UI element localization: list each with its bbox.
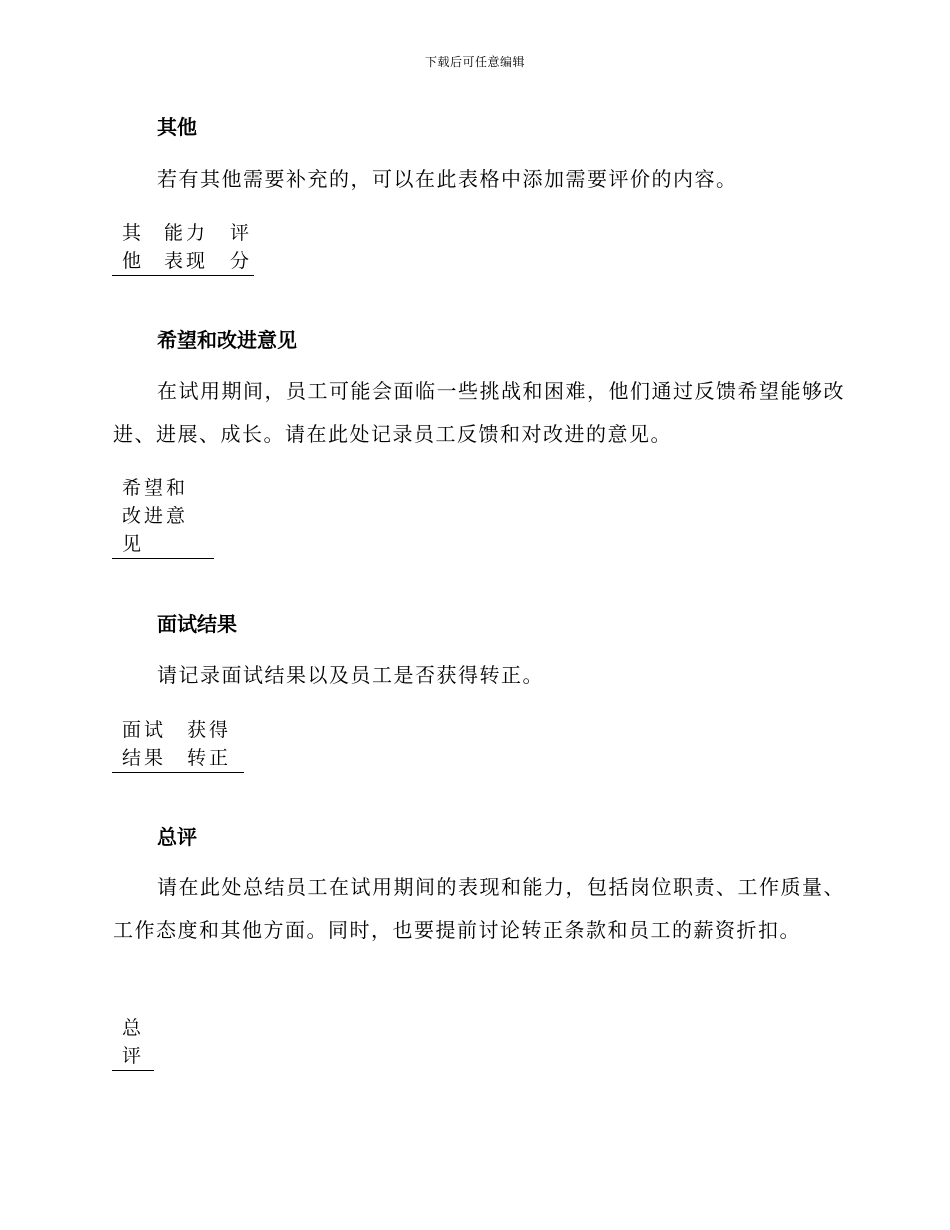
cell-text: 获得 [187,719,232,741]
cell-text: 他 [122,250,145,272]
cell-text: 评 [122,1045,145,1067]
cell-text: 其 [122,222,145,244]
table-summary [112,1014,154,1071]
section-heading-interview-result: 面试结果 [157,612,237,636]
cell-text: 转正 [187,747,232,769]
table-cell [112,716,177,772]
section-body-interview-result: 请记录面试结果以及员工是否获得转正。 [157,663,544,687]
section-heading-other: 其他 [157,115,197,139]
section-heading-summary: 总评 [157,825,197,849]
cell-text: 评 [230,222,253,244]
cell-text: 表现 [164,250,209,272]
section-body-improvement: 在试用期间，员工可能会面临一些挑战和困难，他们通过反馈希望能够改进、进展、成长。请在此处记录员工反馈和对改进的意见。 [113,379,845,446]
table-improvement [112,474,214,559]
cell-text: 改进意 [122,505,189,527]
page-header: 下载后可任意编辑 [424,55,525,69]
table-cell [112,1014,154,1070]
section-body-summary: 请在此处总结员工在试用期间的表现和能力，包括岗位职责、工作质量、工作态度和其他方面。同时，也要提前讨论转正条款和员工的薪资折扣。 [113,875,845,942]
table-other [112,219,254,276]
cell-text: 希望和 [122,477,189,499]
cell-text: 分 [230,250,253,272]
cell-text: 结果 [122,747,167,769]
table-cell [112,219,154,275]
section-heading-improvement: 希望和改进意见 [157,328,297,352]
cell-text: 见 [122,533,145,555]
cell-text: 能力 [164,222,209,244]
section-body-other: 若有其他需要补充的，可以在此表格中添加需要评价的内容。 [157,167,738,191]
cell-text: 总 [122,1017,145,1039]
table-cell [154,219,220,275]
table-cell [220,219,254,275]
cell-text: 面试 [122,719,167,741]
table-cell [177,716,244,772]
table-cell [112,474,214,558]
table-interview-result [112,716,244,773]
